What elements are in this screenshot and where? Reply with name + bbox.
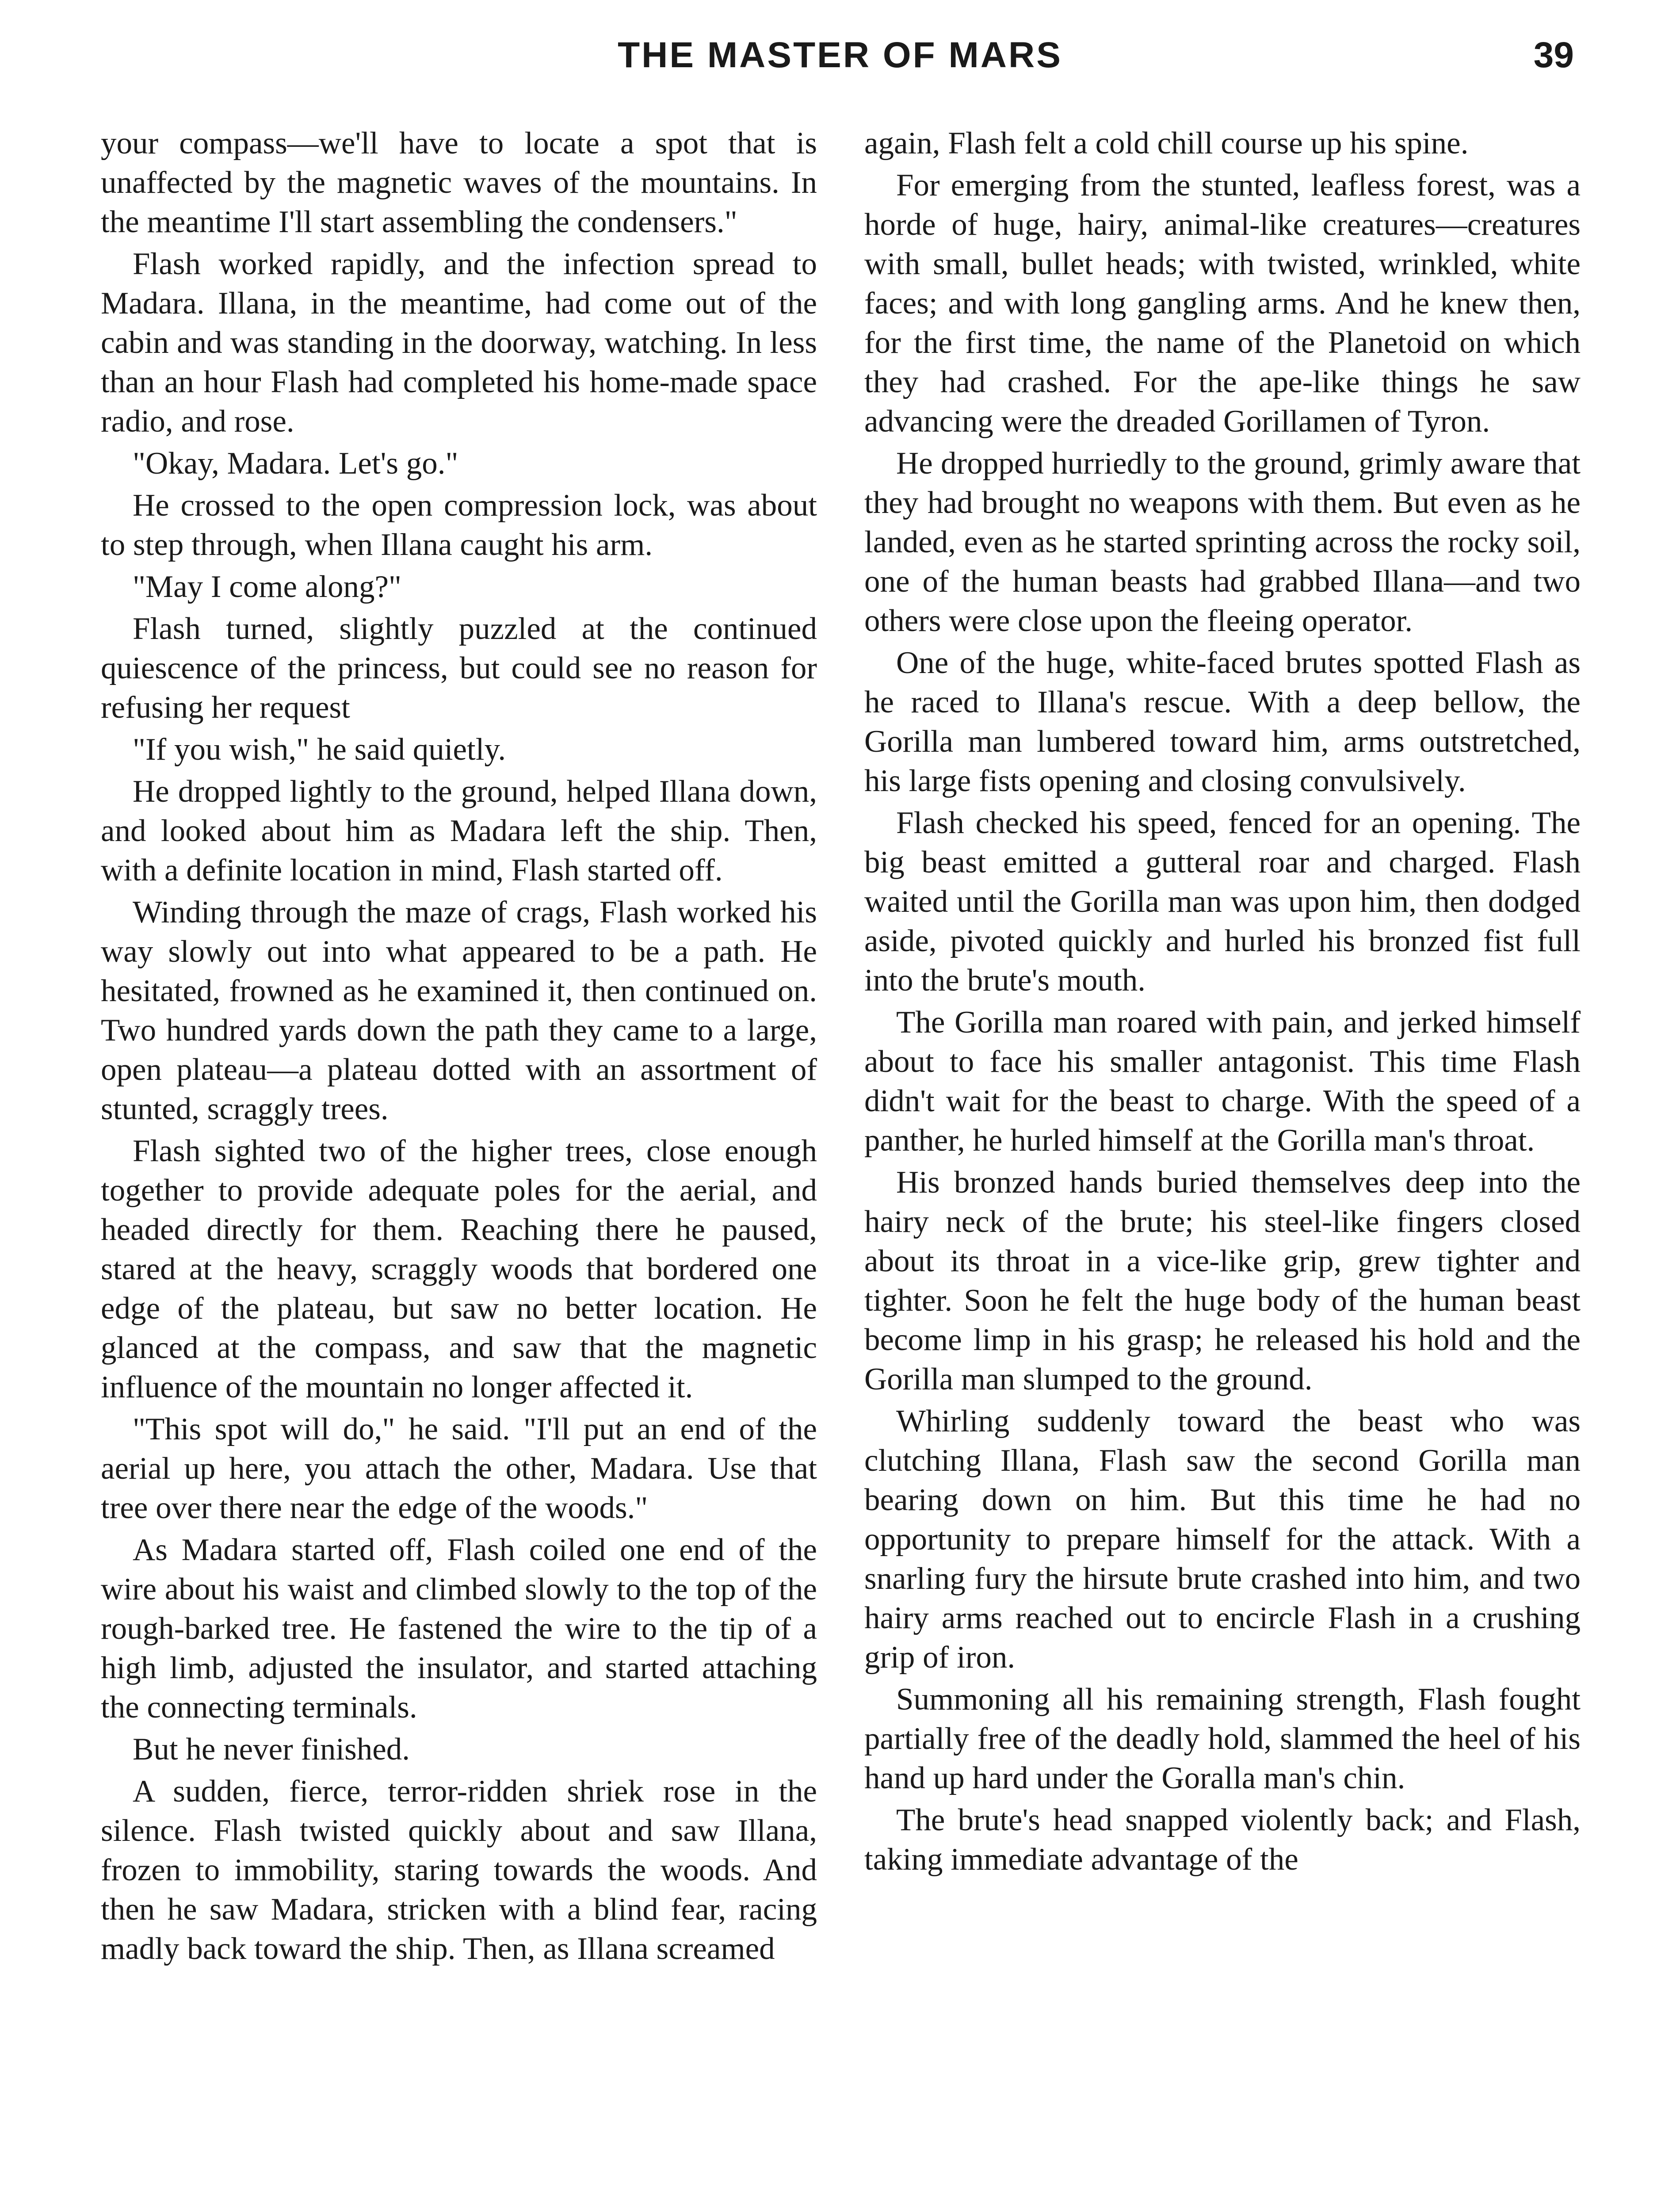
left-column (101, 124, 817, 1971)
right-column (864, 124, 1581, 1882)
paragraph: One of the huge, white-faced brutes spotted Flash as he raced to Illana's rescue. With a deep bellow, the Gorilla man lumbered toward him, arms outstretched, his large fists opening and closing convulsively. (864, 646, 1581, 798)
paragraph: Winding through the maze of crags, Flash worked his way slowly out into what appeared to be a path. He hesitated, frowned as he examined it, then continued on. Two hundred yards down the path they came to a large, open plateau—a plateau dotted with an assortment of stunted, scraggly trees. (101, 895, 817, 1126)
paragraph: Flash checked his speed, fenced for an opening. The big beast emitted a gutteral roar and charged. Flash waited until the Gorilla man was upon him, then dodged aside, pivoted quickly and hurled his bronzed fist full into the brute's mouth. (864, 806, 1581, 998)
paragraph: As Madara started off, Flash coiled one end of the wire about his waist and climbed slowly to the top of the rough-barked tree. He fastened the wire to the tip of a high limb, adjusted the insulator, and started attaching the connecting terminals. (101, 1533, 817, 1725)
paragraph: your compass—we'll have to locate a spot that is unaffected by the magnetic waves of the mountains. In the meantime I'll start assembling the condensers." (101, 126, 817, 239)
paragraph: A sudden, fierce, terror-ridden shriek rose in the silence. Flash twisted quickly about and saw Illana, frozen to immobility, staring towards the woods. And then he saw Madara, stricken with a blind fear, racing madly back toward the ship. Then, as Illana screamed (101, 1774, 817, 1966)
paragraph: "If you wish," he said quietly. (133, 732, 506, 767)
paragraph: Flash turned, slightly puzzled at the continued quiescence of the princess, but could see no reason for refusing her request (101, 612, 817, 725)
paragraph: "This spot will do," he said. "I'll put an end of the aerial up here, you attach the other, Madara. Use that tree over there near the edge of the woods." (101, 1412, 817, 1525)
paragraph: again, Flash felt a cold chill course up his spine. (864, 126, 1469, 161)
paragraph: He crossed to the open compression lock, was about to step through, when Illana caught his arm. (101, 488, 817, 562)
page-number: 39 (1533, 35, 1574, 75)
paragraph: His bronzed hands buried themselves deep into the hairy neck of the brute; his steel-like fingers closed about its throat in a vice-like grip, grew tighter and tighter. Soon he felt the huge body of the human beast become limp in his grasp; he released his hold and the Gorilla man slumped to the ground. (864, 1165, 1581, 1396)
page-header (0, 34, 1680, 88)
paragraph: Whirling suddenly toward the beast who was clutching Illana, Flash saw the second Gorilla man bearing down on him. But this time he had no opportunity to prepare himself for the attack. With a snarling fury the hirsute brute crashed into him, and two hairy arms reached out to encircle Flash in a crushing grip of iron. (864, 1404, 1581, 1675)
paragraph: The brute's head snapped violently back; and Flash, taking immediate advantage of the (864, 1803, 1581, 1877)
running-title: THE MASTER OF MARS (618, 35, 1062, 75)
paragraph: For emerging from the stunted, leafless forest, was a horde of huge, hairy, animal-like creatures—creatures with small, bullet heads; with twisted, wrinkled, white faces; and with long gangling arms. And he knew then, for the first time, the name of the Planetoid on which they had crashed. For the ape-like things he saw advancing were the dreaded Gorillamen of Tyron. (864, 168, 1581, 439)
paragraph: The Gorilla man roared with pain, and jerked himself about to face his smaller antagonist. This time Flash didn't wait for the beast to charge. With the speed of a panther, he hurled himself at the Gorilla man's throat. (864, 1005, 1581, 1158)
paragraph: He dropped lightly to the ground, helped Illana down, and looked about him as Madara left the ship. Then, with a definite location in mind, Flash started off. (101, 774, 817, 887)
paragraph: Summoning all his remaining strength, Flash fought partially free of the deadly hold, slammed the heel of his hand up hard under the Goralla man's chin. (864, 1682, 1581, 1795)
paragraph: But he never finished. (133, 1732, 410, 1767)
paragraph: Flash sighted two of the higher trees, close enough together to provide adequate poles for the aerial, and headed directly for them. Reaching there he paused, stared at the heavy, scraggly woods that bordered one edge of the plateau, but saw no better location. He glanced at the compass, and saw that the magnetic influence of the mountain no longer affected it. (101, 1134, 817, 1404)
paragraph: "Okay, Madara. Let's go." (133, 446, 458, 481)
paragraph: He dropped hurriedly to the ground, grimly aware that they had brought no weapons with them. But even as he landed, even as he started sprinting across the rocky soil, one of the human beasts had grabbed Illana—and two others were close upon the fleeing operator. (864, 446, 1581, 638)
paragraph: Flash worked rapidly, and the infection spread to Madara. Illana, in the meantime, had come out of the cabin and was standing in the doorway, watching. In less than an hour Flash had completed his home-made space radio, and rose. (101, 247, 817, 439)
paragraph: "May I come along?" (133, 570, 402, 604)
